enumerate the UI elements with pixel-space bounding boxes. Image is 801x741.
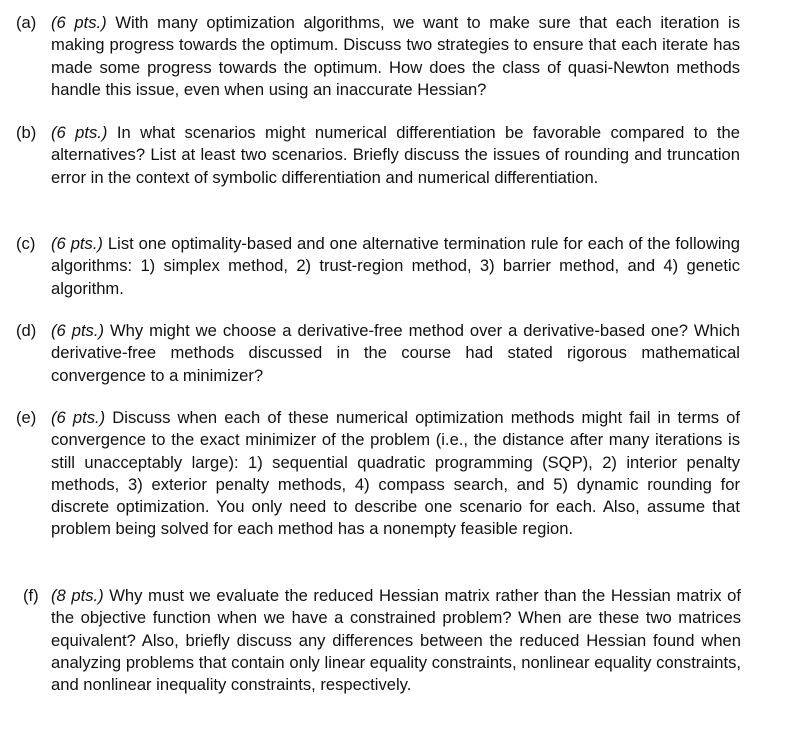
- question-body: [51, 320, 740, 387]
- question-d: [16, 320, 740, 387]
- question-c: [16, 233, 740, 300]
- points-label: (6 pts.): [51, 408, 106, 427]
- question-body: [51, 122, 740, 189]
- question-f: [16, 585, 740, 696]
- question-body: [51, 12, 740, 101]
- question-e: [16, 407, 740, 541]
- points-label: (6 pts.): [51, 123, 108, 142]
- question-b: [16, 122, 740, 189]
- question-label: (f): [23, 586, 39, 605]
- question-body: [51, 407, 740, 541]
- points-label: (6 pts.): [51, 321, 104, 340]
- question-text: Why might we choose a derivative-free method over a derivative-based one? Which derivative-free methods discussed in the course had stated rigorous mathematical convergence to a minimizer?: [51, 321, 740, 385]
- points-label: (8 pts.): [51, 586, 104, 605]
- question-label: (e): [16, 408, 37, 427]
- question-text: With many optimization algorithms, we want to make sure that each iteration is making progress towards the optimum. Discuss two strategies to ensure that each iterate has made some progress towards the optimum. How does the class of quasi-Newton methods handle this issue, even when using an inaccurate Hessian?: [51, 13, 740, 99]
- question-body: [51, 585, 741, 696]
- question-text: In what scenarios might numerical differentiation be favorable compared to the alternatives? List at least two scenarios. Briefly discuss the issues of rounding and truncation error in the context of symbolic differentiation and numerical differentiation.: [51, 123, 740, 187]
- question-label: (a): [16, 13, 37, 32]
- question-body: [51, 233, 740, 300]
- question-text: Why must we evaluate the reduced Hessian matrix rather than the Hessian matrix of the objective function when we have a constrained problem? When are these two matrices equivalent? Also, briefly discuss any differences between the reduced Hessian found when analyzing problems that contain only linear equality constraints, nonlinear equality constraints, and nonlinear inequality constraints, respectively.: [51, 586, 741, 695]
- question-text: Discuss when each of these numerical optimization methods might fail in terms of convergence to the exact minimizer of the problem (i.e., the distance after many iterations is still unacceptably large): 1) sequential quadratic programming (SQP), 2) interior penalty methods, 3) exterior penalty methods, 4) compass search, and 5) dynamic rounding for discrete optimization. You only need to describe one scenario for each. Also, assume that problem being solved for each method has a nonempty feasible region.: [51, 408, 740, 539]
- question-label: (d): [16, 321, 37, 340]
- question-label: (c): [16, 234, 36, 253]
- question-label: (b): [16, 123, 37, 142]
- question-text: List one optimality-based and one alternative termination rule for each of the following algorithms: 1) simplex method, 2) trust-region method, 3) barrier method, and 4) genetic algorithm.: [51, 234, 740, 298]
- points-label: (6 pts.): [51, 234, 103, 253]
- points-label: (6 pts.): [51, 13, 107, 32]
- question-a: [16, 12, 740, 101]
